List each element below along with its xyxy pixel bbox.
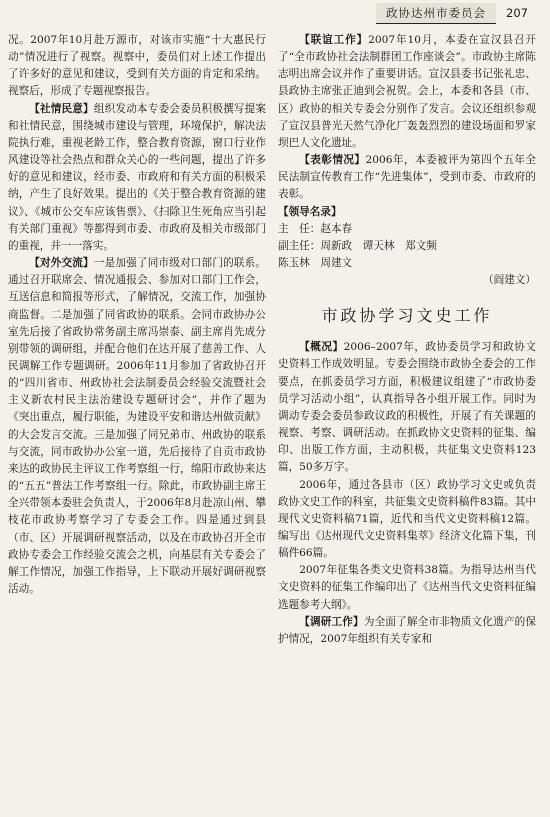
section-title: 市政协学习文史工作 [321, 306, 493, 326]
section-tag: 【概况】 [299, 341, 344, 354]
paragraph-text: 组织发动本专委会委员积极撰写提案和社情民意，围绕城市建设与管理，环境保护，解决法院执行难，重视老龄工作，整合教育资源，窗口行业作风建设等社会热点和群众关心的一些问题，提出了许多好的意见和建议，经市委、市政府和有关方面的积极采纳，产生了良好效果。提出的《关于整合教育资源的建议》、《城市公交车应该售票》、《扫除卫生死角应当引起有关部门重视》等都得到市委、市政府及相关市级部门的重视，并一一落实。 [8, 102, 266, 252]
paragraph: 2007年征集各类文史资料38篇。为指导达州当代文史资料的征集工作编印出了《达州当代文史资料征编选题参考大纲》。 [278, 564, 536, 611]
running-title: 政协达州市委员会 [376, 3, 496, 24]
leaders-heading: 【领导名录】 [278, 205, 342, 218]
body-columns [8, 32, 536, 811]
paragraph [278, 152, 536, 203]
leader-chair: 主 任：赵本春 [278, 222, 353, 235]
paragraph-text: 一是加强了同市级对口部门的联系。通过召开联席会、情况通报会、参加对口部门工作会，互送信息和简报等形式，了解情况，交流工作，加强协商监督。二是加强了同省政协的联系。会同市政协办公室先后接了省政协常务副主席冯崇泰、副主席肖先成分别带领的调研组，并配合他们在达开展了慈善工作、人民调解工作专题调研。2006年11月参加了省政协召开的“四川省市、州政协社会法制委员会经验交流暨社会主义新农村民主法治建设专题研讨会”，并作了题为《突出重点，履行职能，为建设平安和谐达州做贡献》的大会发言交流。三是加强了同兄弟市、州政协的联系与交流，同市政协办公室一道，先后接待了自贡市政协来达的政协民主评议工作考察组一行，绵阳市政协来达的“五五”普法工作考察组一行。除此，市政协副主席王全兴带领本委驻会负责人，于2006年8月赴凉山州、攀枝花市政协考察学习了专委会工作。四是通过到县（市、区）开展调研视察活动，以及在市政协召开全市政协专委会工作经验交流会之机，向基层有关专委会了解工作情况，加强工作指导，上下联动开展好调研视察活动。 [8, 257, 266, 595]
section-tag: 【调研工作】 [299, 615, 364, 628]
paragraph [278, 614, 536, 648]
page-number: 207 [506, 6, 528, 20]
section-tag: 【对外交流】 [29, 257, 94, 270]
leader-vice-cont: 陈玉林 周建文 [278, 257, 353, 270]
paragraph-text: 2007年10月，本委在宣汉县召开了“全市政协社会法制群团工作座谈会”。市政协主席陈志明出席会议并作了重要讲话。宣汉县委书记张礼忠、县政协主席张正迪到会祝贺。会上，本委和各县（市、区）政协的相关专委会分别作了发言。会议还组织参观了宣汉县普光天然气净化厂轰轰烈烈的建设场面和罗家坝巴人文化遗址。 [278, 34, 536, 149]
paragraph [278, 32, 536, 152]
paragraph-text: 2006年，本委被评为第四个五年全民法制宣传教育工作“先进集体”，受到市委、市政府的表彰。 [278, 154, 536, 201]
paragraph: 况。2007年10月赴万源市，对该市实施“十大惠民行动”情况进行了视察。视察中，委员们对上述工作提出了许多好的意见和建议，受到有关方面的肯定和采纳。视察后，形成了专题视察报告。 [8, 34, 266, 98]
section-tag: 【联谊工作】 [299, 34, 369, 46]
paragraph-text: 为全面了解全市非物质文化遗产的保护情况，2007年组织有关专家和 [278, 615, 536, 645]
right-column [278, 32, 536, 811]
leader-vice: 副主任：周新政 谭天林 郑文频 [278, 239, 437, 252]
author-signature: （阎建文） [483, 274, 536, 287]
running-header [0, 0, 550, 26]
section-tag: 【社情民意】 [29, 102, 94, 115]
paragraph [8, 255, 266, 598]
paragraph: 2006年，通过各县市（区）政协学习文史或负责政协文史工作的科室，共征集文史资料稿件83篇。其中现代文史资料稿71篇，近代和当代文史资料稿12篇。编写出《达州现代文史资料集萃》经济文化篇下集，刊稿件66篇。 [278, 478, 536, 560]
section-tag: 【表彰情况】 [299, 154, 366, 167]
paragraph [278, 339, 536, 476]
left-column [8, 32, 266, 811]
paragraph-text: 2006–2007年，政协委员学习和政协文史资料工作成效明显。专委会围绕市政协全委会的工作要点，在抓委员学习方面，积极建议组建了“市政协委员学习活动小组”，认真指导各小组开展工作。同时为调动专委会委员参政议政的积极性，开展了有关课题的视察、考察、调研活动。在抓政协文史资料的征集、编印、出版工作方面，主动积极，共征集文史资料123篇，50多万字。 [278, 341, 536, 474]
paragraph [8, 101, 266, 255]
